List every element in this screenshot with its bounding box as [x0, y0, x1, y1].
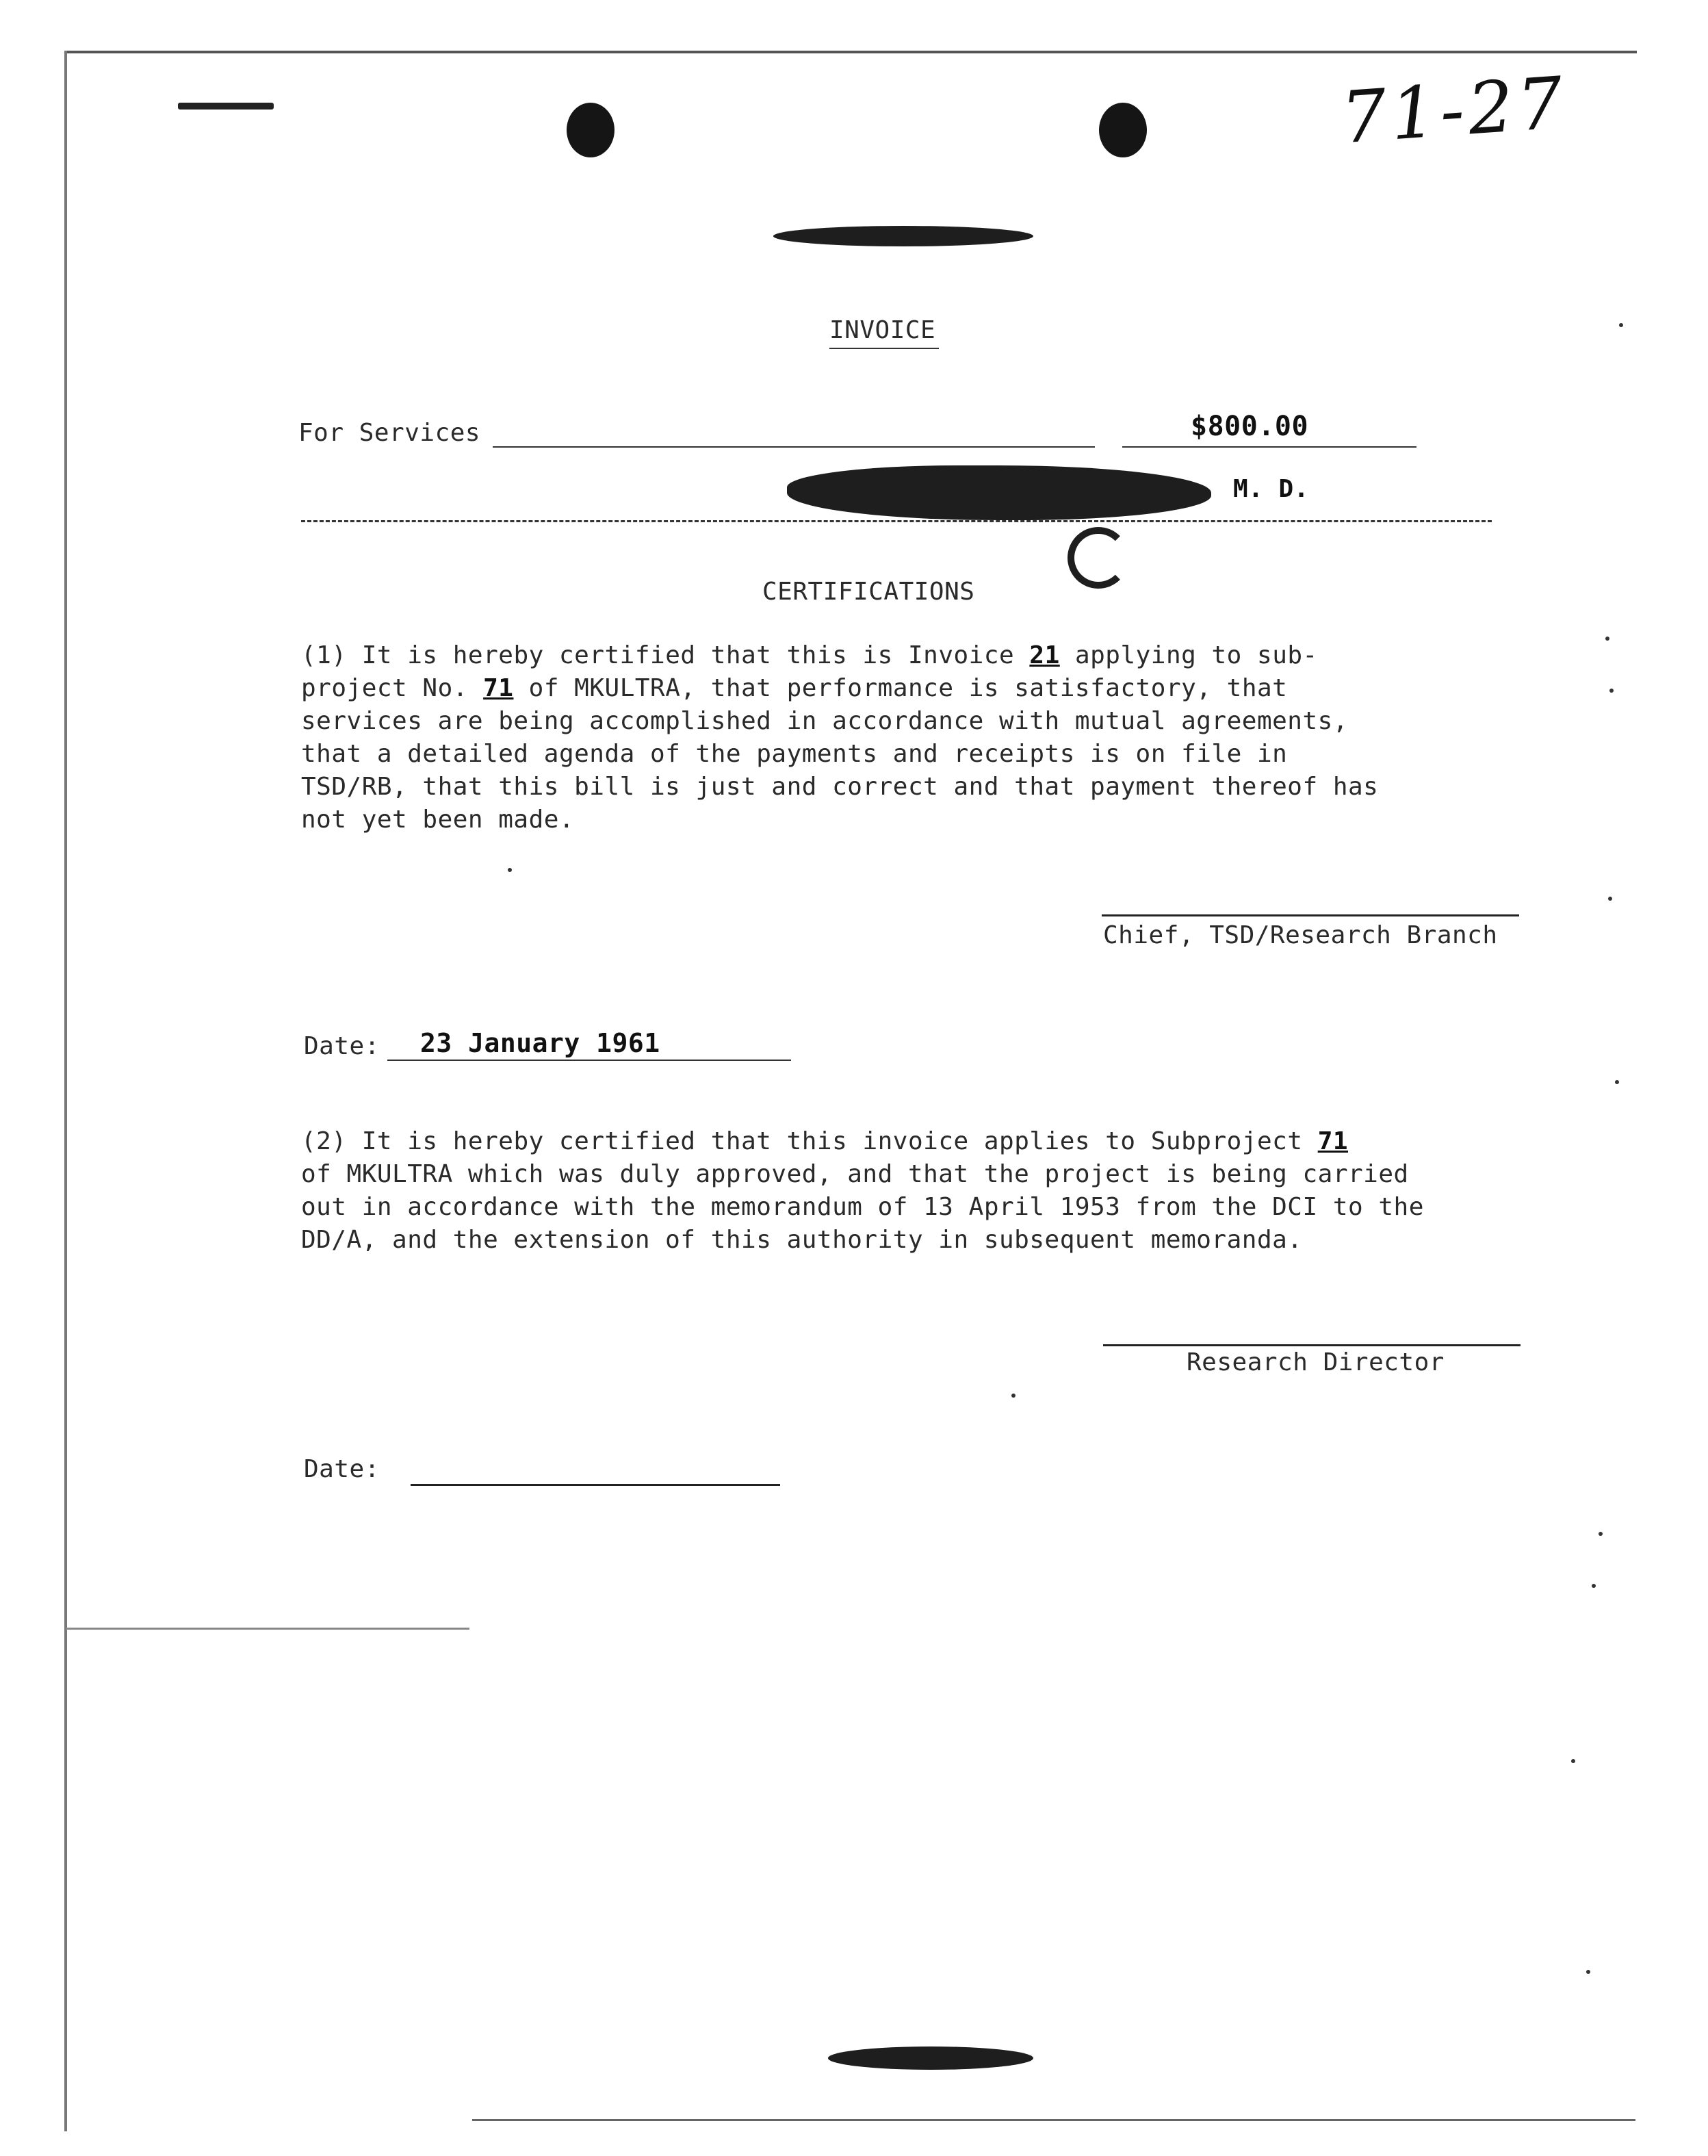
- signature-1-line: [1102, 914, 1519, 916]
- certifications-heading: CERTIFICATIONS: [762, 578, 975, 606]
- invoice-amount: $800.00: [1191, 411, 1309, 442]
- payee-name-redaction: [787, 465, 1211, 520]
- certification-2: [301, 1125, 1424, 1257]
- invoice-title-underline: [829, 348, 939, 349]
- services-label: For Services: [298, 419, 481, 447]
- cert1-line6: not yet been made.: [301, 806, 575, 834]
- scan-speck: [1609, 689, 1614, 693]
- header-dash-mark: [178, 103, 274, 110]
- scan-speck: [1586, 1970, 1590, 1974]
- scan-speck: [1592, 1584, 1596, 1588]
- cert1-text-a: It is hereby certified that this is Invoice: [361, 641, 1015, 669]
- date-1-value: 23 January 1961: [420, 1028, 660, 1058]
- cert1-text-b: applying to sub-: [1074, 641, 1318, 669]
- page-top-edge: [66, 51, 1637, 53]
- scan-speck: [1011, 1394, 1015, 1398]
- scan-speck: [1615, 1080, 1619, 1084]
- payee-dashed-line: [301, 520, 1492, 522]
- cert2-subproject-number: 71: [1317, 1127, 1349, 1155]
- page-left-edge: [64, 51, 67, 2131]
- date-1-label: Date:: [304, 1032, 380, 1060]
- cert1-number: (1): [301, 641, 347, 669]
- scan-speck: [1619, 323, 1623, 327]
- cert2-line3: out in accordance with the memorandum of 13 April 1953 from the DCI to the: [301, 1193, 1424, 1221]
- cert1-line4: that a detailed agenda of the payments and receipts is on file in: [301, 740, 1288, 768]
- classification-redaction-bottom: [828, 2046, 1033, 2070]
- amount-line: [1122, 446, 1416, 448]
- signature-2-line: [1103, 1344, 1521, 1346]
- signature-2-title: Research Director: [1187, 1348, 1445, 1376]
- services-leader-line: [493, 446, 1095, 448]
- punch-hole-left-icon: [567, 103, 614, 157]
- signature-1-title: Chief, TSD/Research Branch: [1103, 921, 1498, 949]
- date-2-label: Date:: [304, 1455, 380, 1483]
- page-bottom-edge: [472, 2119, 1635, 2121]
- cert1-line3: services are being accomplished in accordance with mutual agreements,: [301, 707, 1348, 735]
- cert1-line5: TSD/RB, that this bill is just and correct and that payment thereof has: [301, 773, 1379, 801]
- scan-speck: [1608, 897, 1612, 901]
- form-stub-line: [66, 1628, 469, 1630]
- cert2-line2: of MKULTRA which was duly approved, and that the project is being carried: [301, 1160, 1409, 1188]
- cert2-text-a: It is hereby certified that this invoice applies to Subproject: [361, 1127, 1303, 1155]
- date-2-line: [411, 1484, 780, 1486]
- payee-suffix: M. D.: [1229, 475, 1313, 503]
- scan-speck: [1571, 1759, 1575, 1763]
- invoice-number: 21: [1029, 641, 1060, 669]
- scan-speck: [508, 868, 512, 872]
- invoice-title: INVOICE: [829, 316, 936, 344]
- cert1-subproject-number: 71: [483, 674, 514, 702]
- cert1-text-c: project No.: [301, 674, 468, 702]
- scan-speck: [1605, 637, 1609, 641]
- cert2-number: (2): [301, 1127, 347, 1155]
- certification-1: [301, 639, 1378, 836]
- redaction-mark-icon: [1068, 527, 1129, 589]
- date-1-line: [387, 1060, 791, 1061]
- cert2-line4: DD/A, and the extension of this authority in subsequent memoranda.: [301, 1226, 1303, 1254]
- classification-redaction-top: [773, 226, 1033, 246]
- punch-hole-right-icon: [1099, 103, 1147, 157]
- cert1-text-d: of MKULTRA, that performance is satisfactory, that: [528, 674, 1288, 702]
- scan-speck: [1599, 1532, 1603, 1536]
- handwritten-file-number: 71-27: [1338, 60, 1570, 160]
